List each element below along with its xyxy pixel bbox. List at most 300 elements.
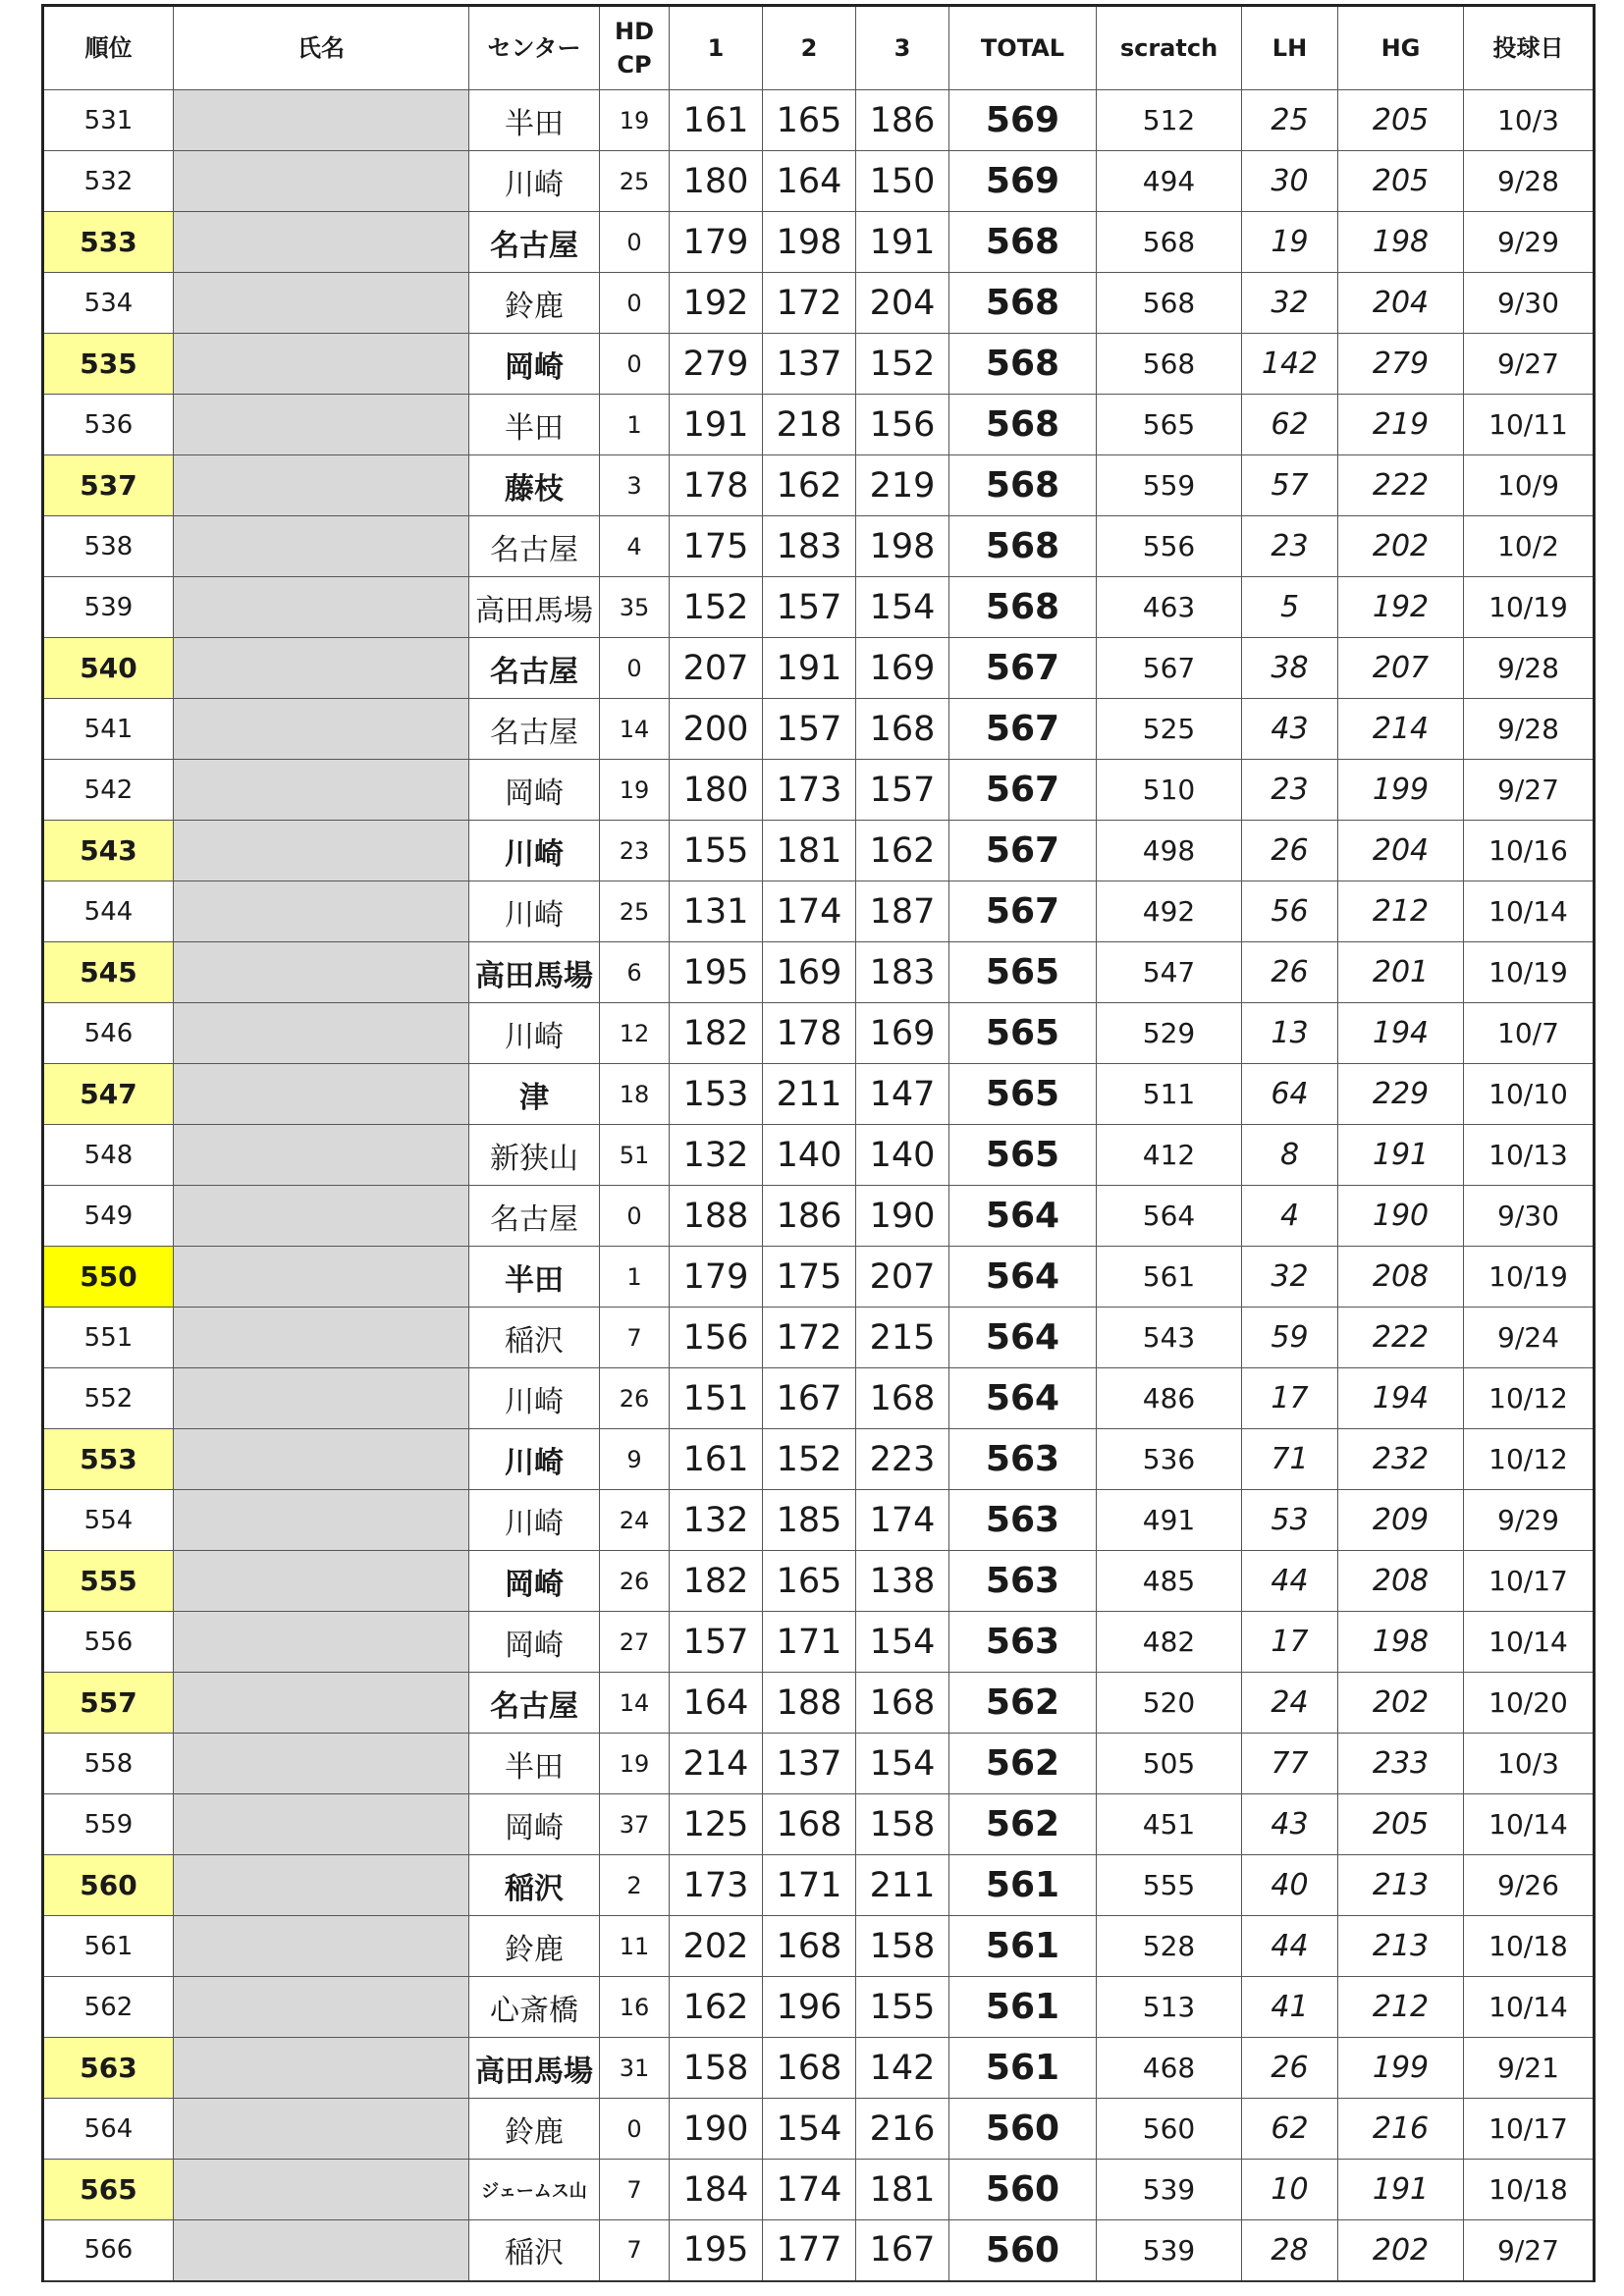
game-3-cell: 181 <box>856 2160 949 2220</box>
hg-cell: 199 <box>1338 2038 1464 2099</box>
center-cell: 高田馬場 <box>469 942 600 1003</box>
table-body <box>43 90 1595 2281</box>
name-cell <box>174 638 469 699</box>
game-2-cell: 211 <box>763 1064 856 1125</box>
hdcp-cell: 7 <box>600 1308 670 1368</box>
scratch-cell: 539 <box>1097 2220 1242 2281</box>
scratch-cell: 491 <box>1097 1490 1242 1551</box>
game-1-cell: 195 <box>670 942 763 1003</box>
table-row <box>43 1064 1595 1125</box>
hdcp-cell: 19 <box>600 90 670 151</box>
hg-cell: 205 <box>1338 90 1464 151</box>
hdcp-cell: 14 <box>600 1673 670 1734</box>
center-cell: 名古屋 <box>469 699 600 760</box>
rank-cell: 545 <box>43 942 174 1003</box>
game-1-cell: 131 <box>670 881 763 942</box>
rank-cell: 561 <box>43 1916 174 1977</box>
game-3-cell: 216 <box>856 2099 949 2160</box>
game-1-cell: 157 <box>670 1612 763 1673</box>
game-1-cell: 192 <box>670 273 763 334</box>
header-row <box>43 6 1595 90</box>
game-3-cell: 162 <box>856 821 949 881</box>
game-2-cell: 196 <box>763 1977 856 2038</box>
table-row <box>43 2099 1595 2160</box>
table-row <box>43 821 1595 881</box>
date-cell: 10/14 <box>1464 1977 1595 2038</box>
hg-cell: 229 <box>1338 1064 1464 1125</box>
game-3-cell: 167 <box>856 2220 949 2281</box>
hdcp-cell: 9 <box>600 1429 670 1490</box>
lh-cell: 17 <box>1242 1612 1338 1673</box>
game-2-cell: 183 <box>763 516 856 577</box>
rank-cell: 559 <box>43 1794 174 1855</box>
game-1-cell: 207 <box>670 638 763 699</box>
hdcp-cell: 25 <box>600 151 670 212</box>
total-cell: 568 <box>949 395 1097 455</box>
name-cell <box>174 1734 469 1794</box>
game-2-cell: 173 <box>763 760 856 821</box>
scratch-cell: 513 <box>1097 1977 1242 2038</box>
hg-cell: 279 <box>1338 334 1464 395</box>
game-3-cell: 158 <box>856 1916 949 1977</box>
date-cell: 9/30 <box>1464 1186 1595 1247</box>
date-cell: 10/19 <box>1464 577 1595 638</box>
hdcp-cell: 0 <box>600 212 670 273</box>
hdcp-cell: 23 <box>600 821 670 881</box>
game-1-cell: 161 <box>670 90 763 151</box>
scratch-cell: 492 <box>1097 881 1242 942</box>
hdcp-cell: 51 <box>600 1125 670 1186</box>
rank-cell: 562 <box>43 1977 174 2038</box>
scratch-cell: 412 <box>1097 1125 1242 1186</box>
total-cell: 561 <box>949 2038 1097 2099</box>
total-cell: 562 <box>949 1734 1097 1794</box>
game-3-cell: 156 <box>856 395 949 455</box>
hg-cell: 201 <box>1338 942 1464 1003</box>
center-cell: 半田 <box>469 1247 600 1308</box>
date-cell: 9/27 <box>1464 334 1595 395</box>
date-cell: 10/7 <box>1464 1003 1595 1064</box>
table-row <box>43 2220 1595 2281</box>
game-3-cell: 147 <box>856 1064 949 1125</box>
game-2-cell: 175 <box>763 1247 856 1308</box>
game-2-cell: 162 <box>763 455 856 516</box>
total-cell: 567 <box>949 881 1097 942</box>
scratch-cell: 567 <box>1097 638 1242 699</box>
hg-cell: 232 <box>1338 1429 1464 1490</box>
total-cell: 568 <box>949 577 1097 638</box>
scratch-cell: 482 <box>1097 1612 1242 1673</box>
date-cell: 9/29 <box>1464 212 1595 273</box>
hg-cell: 219 <box>1338 395 1464 455</box>
date-cell: 9/27 <box>1464 760 1595 821</box>
center-cell: 岡崎 <box>469 334 600 395</box>
rank-cell: 556 <box>43 1612 174 1673</box>
game-3-cell: 154 <box>856 577 949 638</box>
rank-cell: 537 <box>43 455 174 516</box>
game-2-cell: 168 <box>763 1916 856 1977</box>
game-3-cell: 168 <box>856 699 949 760</box>
game-1-cell: 178 <box>670 455 763 516</box>
lh-cell: 23 <box>1242 516 1338 577</box>
rank-cell: 538 <box>43 516 174 577</box>
total-cell: 565 <box>949 1125 1097 1186</box>
game-1-cell: 156 <box>670 1308 763 1368</box>
scratch-cell: 510 <box>1097 760 1242 821</box>
game-3-cell: 204 <box>856 273 949 334</box>
game-1-cell: 155 <box>670 821 763 881</box>
name-cell <box>174 2099 469 2160</box>
name-cell <box>174 942 469 1003</box>
date-cell: 10/20 <box>1464 1673 1595 1734</box>
scratch-cell: 486 <box>1097 1368 1242 1429</box>
date-cell: 10/14 <box>1464 1612 1595 1673</box>
name-cell <box>174 760 469 821</box>
total-cell: 560 <box>949 2220 1097 2281</box>
total-cell: 565 <box>949 1003 1097 1064</box>
date-cell: 9/21 <box>1464 2038 1595 2099</box>
game-1-cell: 173 <box>670 1855 763 1916</box>
total-cell: 568 <box>949 334 1097 395</box>
table-row <box>43 1734 1595 1794</box>
hg-cell: 208 <box>1338 1247 1464 1308</box>
scratch-cell: 511 <box>1097 1064 1242 1125</box>
center-cell: 高田馬場 <box>469 2038 600 2099</box>
header-game-1: 1 <box>670 6 763 90</box>
hg-cell: 222 <box>1338 1308 1464 1368</box>
table-row <box>43 1794 1595 1855</box>
game-2-cell: 172 <box>763 273 856 334</box>
game-2-cell: 167 <box>763 1368 856 1429</box>
scratch-cell: 525 <box>1097 699 1242 760</box>
hdcp-cell: 25 <box>600 881 670 942</box>
table-row <box>43 1429 1595 1490</box>
game-2-cell: 174 <box>763 881 856 942</box>
game-3-cell: 190 <box>856 1186 949 1247</box>
total-cell: 568 <box>949 516 1097 577</box>
lh-cell: 41 <box>1242 1977 1338 2038</box>
rank-cell: 542 <box>43 760 174 821</box>
game-1-cell: 161 <box>670 1429 763 1490</box>
lh-cell: 62 <box>1242 2099 1338 2160</box>
hg-cell: 204 <box>1338 273 1464 334</box>
hdcp-cell: 0 <box>600 334 670 395</box>
scratch-cell: 451 <box>1097 1794 1242 1855</box>
hdcp-cell: 14 <box>600 699 670 760</box>
game-2-cell: 157 <box>763 577 856 638</box>
lh-cell: 62 <box>1242 395 1338 455</box>
lh-cell: 25 <box>1242 90 1338 151</box>
date-cell: 10/14 <box>1464 881 1595 942</box>
hg-cell: 190 <box>1338 1186 1464 1247</box>
scratch-cell: 528 <box>1097 1916 1242 1977</box>
date-cell: 10/12 <box>1464 1368 1595 1429</box>
center-cell: 岡崎 <box>469 760 600 821</box>
game-1-cell: 191 <box>670 395 763 455</box>
hdcp-cell: 19 <box>600 1734 670 1794</box>
total-cell: 563 <box>949 1429 1097 1490</box>
game-3-cell: 157 <box>856 760 949 821</box>
table-row <box>43 1368 1595 1429</box>
game-2-cell: 181 <box>763 821 856 881</box>
center-cell: 名古屋 <box>469 1673 600 1734</box>
table-row <box>43 516 1595 577</box>
lh-cell: 17 <box>1242 1368 1338 1429</box>
game-2-cell: 218 <box>763 395 856 455</box>
rank-cell: 557 <box>43 1673 174 1734</box>
hg-cell: 208 <box>1338 1551 1464 1612</box>
table-row <box>43 1247 1595 1308</box>
table-row <box>43 1125 1595 1186</box>
date-cell: 9/26 <box>1464 1855 1595 1916</box>
hdcp-cell: 26 <box>600 1551 670 1612</box>
total-cell: 567 <box>949 699 1097 760</box>
total-cell: 560 <box>949 2160 1097 2220</box>
total-cell: 564 <box>949 1186 1097 1247</box>
rank-cell: 541 <box>43 699 174 760</box>
game-2-cell: 168 <box>763 2038 856 2099</box>
game-1-cell: 164 <box>670 1673 763 1734</box>
game-1-cell: 182 <box>670 1551 763 1612</box>
total-cell: 564 <box>949 1308 1097 1368</box>
center-cell: 津 <box>469 1064 600 1125</box>
center-cell: 名古屋 <box>469 516 600 577</box>
game-2-cell: 152 <box>763 1429 856 1490</box>
rank-cell: 548 <box>43 1125 174 1186</box>
date-cell: 10/3 <box>1464 1734 1595 1794</box>
rank-cell: 547 <box>43 1064 174 1125</box>
game-1-cell: 214 <box>670 1734 763 1794</box>
rank-cell: 533 <box>43 212 174 273</box>
center-cell: ジェームス山 <box>469 2160 600 2220</box>
game-1-cell: 188 <box>670 1186 763 1247</box>
name-cell <box>174 1308 469 1368</box>
scratch-cell: 556 <box>1097 516 1242 577</box>
date-cell: 10/12 <box>1464 1429 1595 1490</box>
game-1-cell: 182 <box>670 1003 763 1064</box>
table-row <box>43 212 1595 273</box>
game-2-cell: 172 <box>763 1308 856 1368</box>
hg-cell: 191 <box>1338 2160 1464 2220</box>
game-3-cell: 211 <box>856 1855 949 1916</box>
hdcp-cell: 7 <box>600 2160 670 2220</box>
name-cell <box>174 2160 469 2220</box>
total-cell: 563 <box>949 1490 1097 1551</box>
lh-cell: 23 <box>1242 760 1338 821</box>
game-3-cell: 154 <box>856 1612 949 1673</box>
game-2-cell: 191 <box>763 638 856 699</box>
lh-cell: 40 <box>1242 1855 1338 1916</box>
total-cell: 562 <box>949 1794 1097 1855</box>
date-cell: 9/27 <box>1464 2220 1595 2281</box>
hdcp-cell: 0 <box>600 638 670 699</box>
game-3-cell: 174 <box>856 1490 949 1551</box>
hg-cell: 198 <box>1338 1612 1464 1673</box>
hdcp-cell: 11 <box>600 1916 670 1977</box>
lh-cell: 56 <box>1242 881 1338 942</box>
name-cell <box>174 1977 469 2038</box>
hdcp-cell: 3 <box>600 455 670 516</box>
rank-cell: 539 <box>43 577 174 638</box>
date-cell: 10/16 <box>1464 821 1595 881</box>
lh-cell: 43 <box>1242 699 1338 760</box>
name-cell <box>174 395 469 455</box>
name-cell <box>174 821 469 881</box>
scratch-cell: 555 <box>1097 1855 1242 1916</box>
lh-cell: 77 <box>1242 1734 1338 1794</box>
hg-cell: 209 <box>1338 1490 1464 1551</box>
header-center: センター <box>469 6 600 90</box>
rank-cell: 563 <box>43 2038 174 2099</box>
game-1-cell: 202 <box>670 1916 763 1977</box>
table-row <box>43 1003 1595 1064</box>
game-3-cell: 219 <box>856 455 949 516</box>
table-row <box>43 151 1595 212</box>
total-cell: 562 <box>949 1673 1097 1734</box>
rank-cell: 540 <box>43 638 174 699</box>
name-cell <box>174 577 469 638</box>
hdcp-cell: 6 <box>600 942 670 1003</box>
date-cell: 10/17 <box>1464 1551 1595 1612</box>
game-2-cell: 169 <box>763 942 856 1003</box>
game-2-cell: 174 <box>763 2160 856 2220</box>
hg-cell: 233 <box>1338 1734 1464 1794</box>
date-cell: 10/9 <box>1464 455 1595 516</box>
score-table <box>41 4 1596 2282</box>
center-cell: 半田 <box>469 1734 600 1794</box>
header-scratch: scratch <box>1097 6 1242 90</box>
game-1-cell: 195 <box>670 2220 763 2281</box>
total-cell: 565 <box>949 942 1097 1003</box>
game-2-cell: 186 <box>763 1186 856 1247</box>
game-3-cell: 186 <box>856 90 949 151</box>
lh-cell: 71 <box>1242 1429 1338 1490</box>
total-cell: 564 <box>949 1368 1097 1429</box>
header-hdcp-line1: HD <box>614 18 654 45</box>
table-row <box>43 1977 1595 2038</box>
center-cell: 鈴鹿 <box>469 2099 600 2160</box>
game-3-cell: 140 <box>856 1125 949 1186</box>
table-row <box>43 1551 1595 1612</box>
center-cell: 川崎 <box>469 881 600 942</box>
rank-cell: 532 <box>43 151 174 212</box>
game-2-cell: 157 <box>763 699 856 760</box>
hg-cell: 205 <box>1338 1794 1464 1855</box>
lh-cell: 32 <box>1242 273 1338 334</box>
game-1-cell: 153 <box>670 1064 763 1125</box>
lh-cell: 4 <box>1242 1186 1338 1247</box>
game-3-cell: 169 <box>856 638 949 699</box>
rank-cell: 550 <box>43 1247 174 1308</box>
name-cell <box>174 881 469 942</box>
hdcp-cell: 26 <box>600 1368 670 1429</box>
scratch-cell: 529 <box>1097 1003 1242 1064</box>
scratch-cell: 505 <box>1097 1734 1242 1794</box>
center-cell: 心斎橋 <box>469 1977 600 2038</box>
hg-cell: 212 <box>1338 881 1464 942</box>
center-cell: 高田馬場 <box>469 577 600 638</box>
name-cell <box>174 273 469 334</box>
table-row <box>43 1186 1595 1247</box>
game-2-cell: 185 <box>763 1490 856 1551</box>
date-cell: 10/14 <box>1464 1794 1595 1855</box>
hg-cell: 194 <box>1338 1003 1464 1064</box>
hdcp-cell: 35 <box>600 577 670 638</box>
table-row <box>43 699 1595 760</box>
header-game-2: 2 <box>763 6 856 90</box>
hdcp-cell: 0 <box>600 2099 670 2160</box>
name-cell <box>174 1429 469 1490</box>
center-cell: 岡崎 <box>469 1551 600 1612</box>
lh-cell: 13 <box>1242 1003 1338 1064</box>
total-cell: 561 <box>949 1916 1097 1977</box>
hdcp-cell: 12 <box>600 1003 670 1064</box>
game-1-cell: 152 <box>670 577 763 638</box>
game-2-cell: 165 <box>763 90 856 151</box>
table-row <box>43 760 1595 821</box>
hdcp-cell: 31 <box>600 2038 670 2099</box>
header-hdcp-line2: CP <box>617 51 652 79</box>
rank-cell: 544 <box>43 881 174 942</box>
date-cell: 10/2 <box>1464 516 1595 577</box>
center-cell: 藤枝 <box>469 455 600 516</box>
hg-cell: 213 <box>1338 1855 1464 1916</box>
total-cell: 567 <box>949 760 1097 821</box>
lh-cell: 8 <box>1242 1125 1338 1186</box>
scratch-cell: 512 <box>1097 90 1242 151</box>
game-2-cell: 171 <box>763 1612 856 1673</box>
date-cell: 9/28 <box>1464 638 1595 699</box>
scratch-cell: 498 <box>1097 821 1242 881</box>
table-row <box>43 2160 1595 2220</box>
game-3-cell: 150 <box>856 151 949 212</box>
name-cell <box>174 699 469 760</box>
game-3-cell: 215 <box>856 1308 949 1368</box>
name-cell <box>174 1612 469 1673</box>
table-row <box>43 1612 1595 1673</box>
header-date: 投球日 <box>1464 6 1595 90</box>
rank-cell: 566 <box>43 2220 174 2281</box>
game-2-cell: 188 <box>763 1673 856 1734</box>
game-2-cell: 168 <box>763 1794 856 1855</box>
game-2-cell: 171 <box>763 1855 856 1916</box>
game-3-cell: 138 <box>856 1551 949 1612</box>
header-lh: LH <box>1242 6 1338 90</box>
lh-cell: 44 <box>1242 1916 1338 1977</box>
table-row <box>43 395 1595 455</box>
hg-cell: 212 <box>1338 1977 1464 2038</box>
table-row <box>43 1490 1595 1551</box>
table-row <box>43 334 1595 395</box>
hg-cell: 192 <box>1338 577 1464 638</box>
table-row <box>43 2038 1595 2099</box>
center-cell: 新狭山 <box>469 1125 600 1186</box>
game-1-cell: 279 <box>670 334 763 395</box>
name-cell <box>174 1003 469 1064</box>
game-1-cell: 132 <box>670 1125 763 1186</box>
rank-cell: 531 <box>43 90 174 151</box>
name-cell <box>174 1551 469 1612</box>
game-3-cell: 168 <box>856 1368 949 1429</box>
hg-cell: 202 <box>1338 516 1464 577</box>
date-cell: 10/11 <box>1464 395 1595 455</box>
rank-cell: 564 <box>43 2099 174 2160</box>
center-cell: 川崎 <box>469 1429 600 1490</box>
name-cell <box>174 1064 469 1125</box>
center-cell: 岡崎 <box>469 1612 600 1673</box>
scratch-cell: 559 <box>1097 455 1242 516</box>
hg-cell: 199 <box>1338 760 1464 821</box>
